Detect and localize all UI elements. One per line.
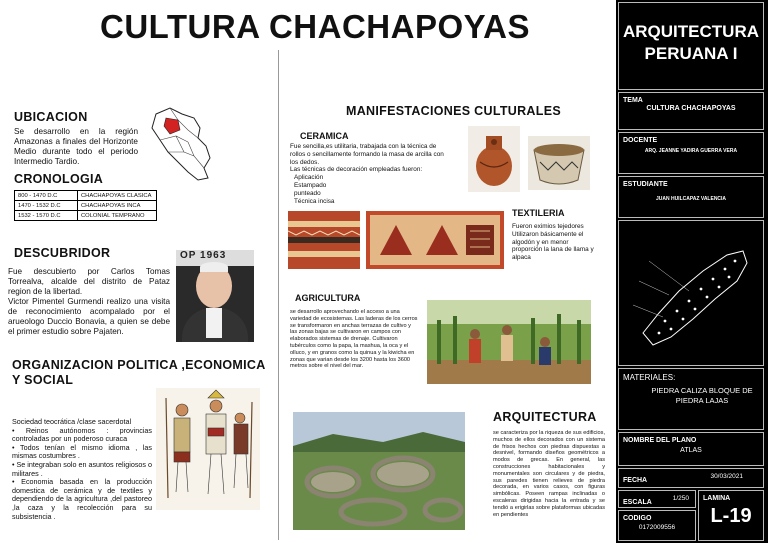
cronologia-heading: CRONOLOGIA xyxy=(14,172,104,186)
textile-image-1 xyxy=(288,211,360,269)
cronologia-date: 1470 - 1532 D.C xyxy=(15,201,78,211)
codigo-value: 0172009556 xyxy=(638,524,676,531)
descubridor-text-2: Victor Pimentel Gurmendi realizo una visita de reconocimiento acompalado por el arueologo Duccio Bonavia, a quien se debe el primer estudio sobre Pajaten. xyxy=(8,297,170,336)
ceramica-description: Fue sencilla,es utilitaria, trabajada con la técnica de rollos o sencillamente formando la masa de arcilla con los dedos. xyxy=(290,143,444,166)
course-title: ARQUITECTURA PERUANA I xyxy=(623,22,759,63)
docente-cell xyxy=(618,132,764,174)
ceramic-vessel-image xyxy=(468,126,520,192)
codigo-cell xyxy=(618,510,696,541)
manifestaciones-heading: MANIFESTACIONES CULTURALES xyxy=(346,104,561,118)
escala-label: ESCALA xyxy=(623,499,652,506)
list-item: • Reinos autónomos : provincias controladas por un poderoso curaca xyxy=(12,425,152,444)
plano-value: ATLAS xyxy=(680,447,702,454)
course-title-cell xyxy=(618,2,764,90)
arquitectura-text: se caracteriza por la riqueza de sus edificios, muchos de ellos decorados con un sistema de frisos hechos con piedras dispuestas a desnivel, formando diseños geométricos a modos de grecas. En general, las construcciones habitacionales y monumentales son circulares y de piedra, sus paredes tienen relieves de piedra decorada, en varios casos, con figuras simbólicas. Poseen rampas inclinadas o escaleras dirigidas hacia la entrada y se tendió a erigirlas sobre plataformas ubicadas en pendientes xyxy=(493,430,605,518)
docente-label: DOCENTE xyxy=(623,137,658,144)
estudiante-value: JUAN HUILCAPAZ VALENCIA xyxy=(655,196,727,202)
table-row xyxy=(15,211,157,221)
title-block-panel xyxy=(616,0,768,543)
descubridor-text-1: Fue descubierto por Carlos Tomas Torrealva, alcalde del distrito de Pataz region de la libertad. xyxy=(8,267,170,296)
descubridor-heading: DESCUBRIDOR xyxy=(14,246,111,260)
warriors-illustration xyxy=(156,388,260,510)
lamina-cell xyxy=(698,490,764,541)
lamina-label: LAMINA xyxy=(703,495,731,502)
list-item: Sociedad teocrática /clase sacerdotal xyxy=(12,417,132,426)
materiales-label: MATERIALES: xyxy=(623,373,676,382)
discoverer-photo xyxy=(176,250,254,342)
ubicacion-heading: UBICACION xyxy=(14,110,88,124)
cronologia-date: 800 - 1470 D.C xyxy=(15,191,78,201)
column-divider xyxy=(278,50,279,540)
agricultura-heading: AGRICULTURA xyxy=(295,293,361,303)
list-item: Estampado xyxy=(294,181,327,189)
fecha-value: 30/03/2021 xyxy=(710,473,743,480)
site-plan-drawing xyxy=(619,221,763,365)
escala-cell xyxy=(618,490,696,508)
cronologia-table xyxy=(14,190,157,221)
fecha-cell xyxy=(618,468,764,488)
ubicacion-text: Se desarrollo en la región Amazonas a finales del Horizonte Medio durante todo el periodo Intermedio Tardio. xyxy=(14,127,138,166)
peru-map-image xyxy=(148,106,214,182)
architecture-ruins-image xyxy=(293,412,465,530)
table-row xyxy=(15,191,157,201)
cronologia-period: CHACHAPOYAS CLASICA xyxy=(78,191,157,201)
lamina-value: L-19 xyxy=(710,505,752,527)
materiales-value: PIEDRA CALIZA BLOQUE DE PIEDRA LAJAS xyxy=(651,386,753,405)
materiales-cell xyxy=(618,368,764,430)
ceramic-bowl-image xyxy=(528,136,590,190)
ceramica-heading: CERAMICA xyxy=(300,131,349,141)
list-item: Técnica incisa xyxy=(294,197,335,205)
cronologia-period: COLONIAL TEMPRANO xyxy=(78,211,157,221)
agriculture-image xyxy=(427,300,591,384)
page-title: CULTURA CHACHAPOYAS xyxy=(100,8,530,45)
fecha-label: FECHA xyxy=(623,477,648,484)
plano-label: NOMBRE DEL PLANO xyxy=(623,437,697,444)
cronologia-period: CHACHAPOYAS INCA xyxy=(78,201,157,211)
estudiante-cell xyxy=(618,176,764,218)
estudiante-label: ESTUDIANTE xyxy=(623,181,668,188)
organizacion-heading: ORGANIZACION POLITICA ,ECONOMICA Y SOCIAL xyxy=(12,358,266,387)
tema-label: TEMA xyxy=(623,97,643,104)
escala-value: 1/250 xyxy=(672,495,689,502)
list-item: • Todos tenían el mismo idioma , las mismas costumbres . xyxy=(12,442,152,461)
list-item: • Economia basada en la producción domestica de cerámica y de textiles y dependiendo de la agricultura ,del pastoreo ,la caza y la recolección para su subsistencia . xyxy=(12,477,152,521)
list-item: punteado xyxy=(294,189,321,197)
list-item: Aplicación xyxy=(294,174,324,182)
textile-image-2 xyxy=(366,211,504,269)
codigo-label: CODIGO xyxy=(623,515,652,522)
textileria-heading: TEXTILERIA xyxy=(512,208,565,218)
organizacion-list xyxy=(12,418,152,521)
tema-value: CULTURA CHACHAPOYAS xyxy=(646,105,736,112)
arquitectura-heading: ARQUITECTURA xyxy=(493,410,597,424)
ceramica-tech-intro: Las técnicas de decoración empleadas fueron: xyxy=(290,166,423,174)
tema-cell xyxy=(618,92,764,130)
textileria-text: Fueron eximios tejedores Utilizaron básicamente el algodón y en menor proporción la lana de llama y alpaca xyxy=(512,223,594,262)
site-plan-cell xyxy=(618,220,764,366)
ceramica-text xyxy=(290,143,450,205)
plano-cell xyxy=(618,432,764,466)
docente-value: ARQ. JEANNE YADIRA GUERRA VERA xyxy=(644,148,738,154)
list-item: • Se integraban solo en asuntos religiosos o militares . xyxy=(12,459,152,478)
cronologia-date: 1532 - 1570 D.C xyxy=(15,211,78,221)
photo-caption: OP 1963 xyxy=(176,250,254,266)
table-row xyxy=(15,201,157,211)
agricultura-text: se desarrollo aprovechando el acceso a una variedad de ecosistemas. Las laderas de los cerros se transformaron en anchas terrazas de cultivo y las zonas bajas se cultivaron en campos con elaborados sistemas de drenaje. Cultivaron tubérculos como la papa, la mashua, la oca y el olluco, y en granos como la quinua y la kiwicha en zonas que varian desde los 3200 hasta los 3600 metros sobre el nivel del mar. xyxy=(290,309,418,370)
